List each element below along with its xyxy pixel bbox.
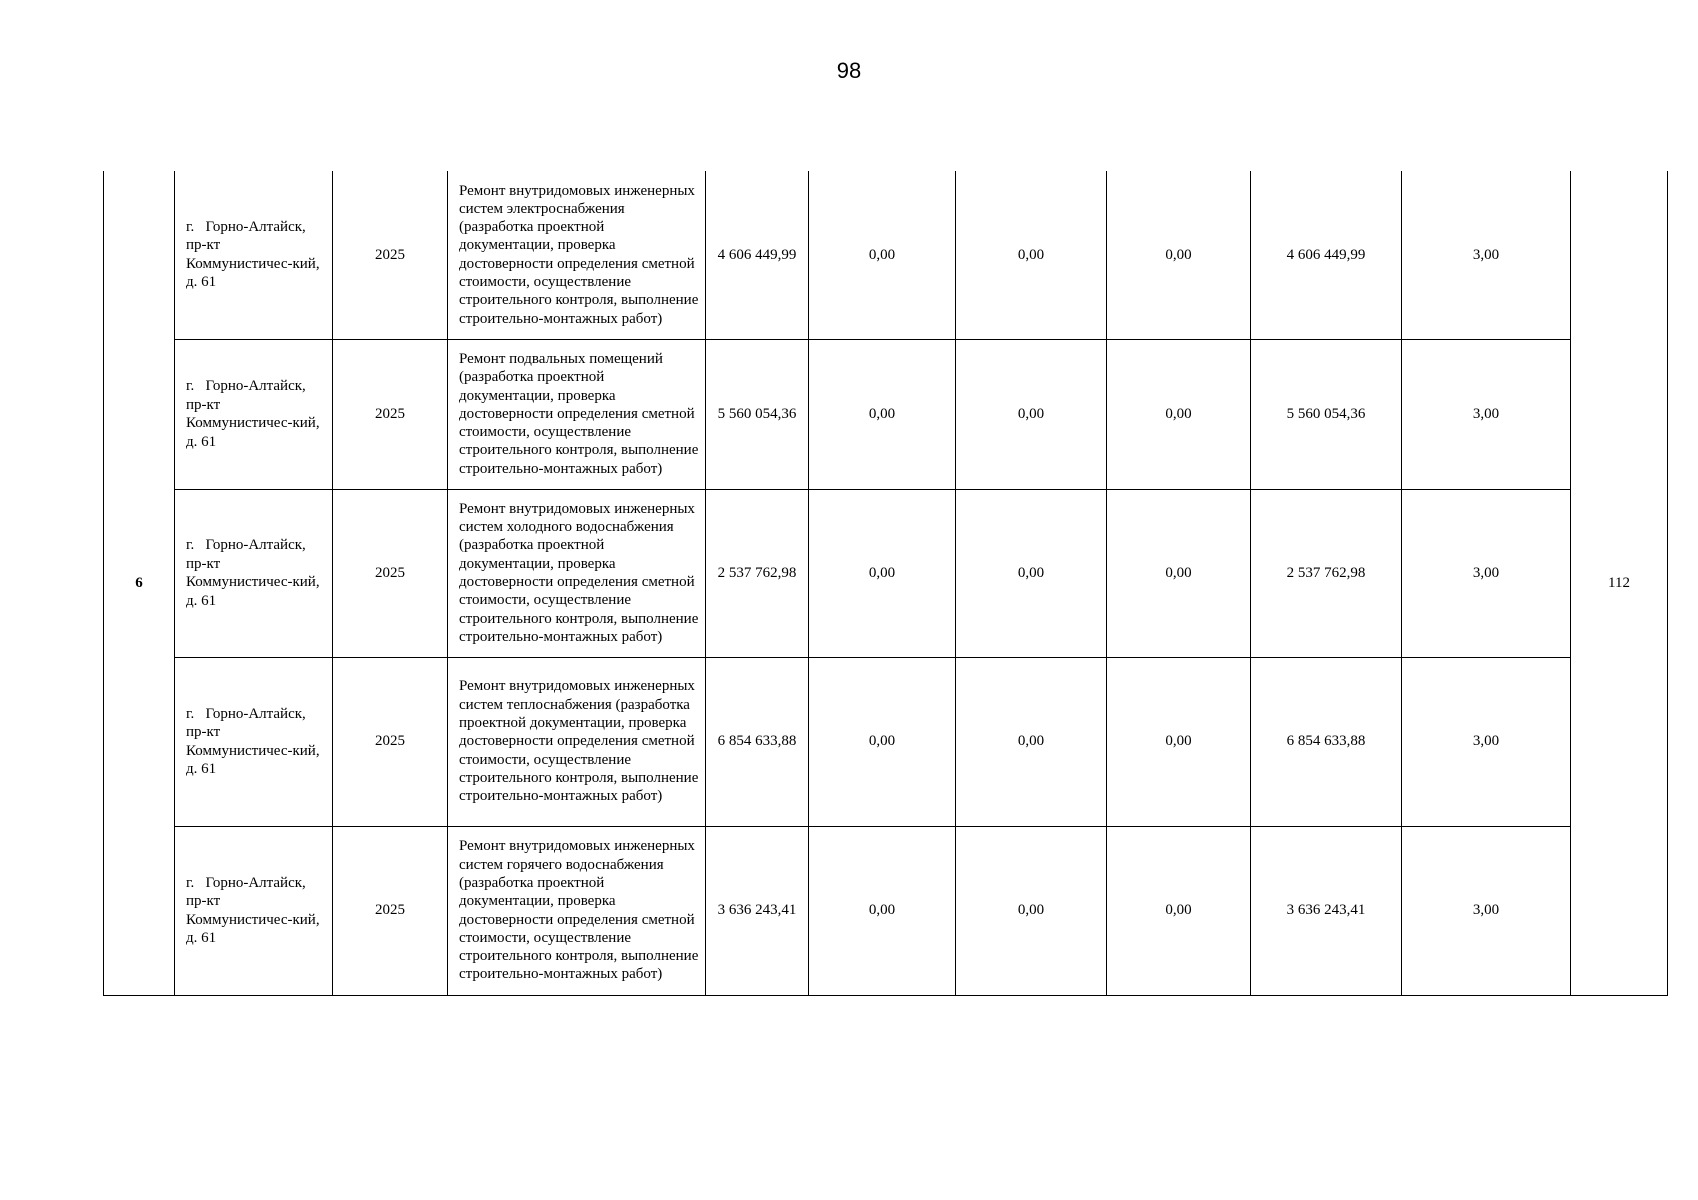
cost-col-b-cell: 0,00	[956, 171, 1107, 339]
year-cell: 2025	[333, 657, 448, 826]
table-row	[104, 171, 1668, 339]
cost-col-d-cell: 4 606 449,99	[1251, 171, 1402, 339]
description-cell: Ремонт внутридомовых инженерных систем холодного водоснабжения (разработка проектной документации, проверка достоверности определения сметной стоимости, осуществление строительного контроля, выполнение строительно-монтажных работ)	[448, 489, 706, 657]
description-cell: Ремонт подвальных помещений (разработка проектной документации, проверка достоверности определения сметной стоимости, осуществление строительного контроля, выполнение строительно-монтажных работ)	[448, 339, 706, 489]
cost-col-b-cell: 0,00	[956, 657, 1107, 826]
cost-col-a-cell: 0,00	[809, 657, 956, 826]
page-number: 98	[836, 58, 862, 83]
cost-col-e-cell: 3,00	[1402, 171, 1571, 339]
cost-col-b-cell: 0,00	[956, 339, 1107, 489]
cost-col-c-cell: 0,00	[1107, 657, 1251, 826]
cost-col-c-cell: 0,00	[1107, 826, 1251, 995]
cost-col-d-cell: 6 854 633,88	[1251, 657, 1402, 826]
total-cost-cell: 2 537 762,98	[706, 489, 809, 657]
cost-col-a-cell: 0,00	[809, 339, 956, 489]
cost-col-a-cell: 0,00	[809, 489, 956, 657]
total-cost-cell: 5 560 054,36	[706, 339, 809, 489]
table-row	[104, 339, 1668, 489]
year-cell: 2025	[333, 489, 448, 657]
total-cost-cell: 6 854 633,88	[706, 657, 809, 826]
description-cell: Ремонт внутридомовых инженерных систем электроснабжения (разработка проектной документации, проверка достоверности определения сметной стоимости, осуществление строительного контроля, выполнение строительно-монтажных работ)	[448, 171, 706, 339]
cost-col-b-cell: 0,00	[956, 826, 1107, 995]
group-number-cell: 6	[104, 171, 175, 995]
cost-col-d-cell: 3 636 243,41	[1251, 826, 1402, 995]
total-cost-cell: 4 606 449,99	[706, 171, 809, 339]
address-cell: г. Горно-Алтайск, пр-кт Коммунистичес-кий, д. 61	[175, 171, 333, 339]
cost-col-e-cell: 3,00	[1402, 826, 1571, 995]
cost-col-d-cell: 2 537 762,98	[1251, 489, 1402, 657]
description-cell: Ремонт внутридомовых инженерных систем горячего водоснабжения (разработка проектной документации, проверка достоверности определения сметной стоимости, осуществление строительного контроля, выполнение строительно-монтажных работ)	[448, 826, 706, 995]
cost-col-e-cell: 3,00	[1402, 339, 1571, 489]
cost-col-c-cell: 0,00	[1107, 171, 1251, 339]
group-total-cell: 112	[1571, 171, 1668, 995]
works-table	[103, 171, 1668, 996]
total-cost-cell: 3 636 243,41	[706, 826, 809, 995]
table-row	[104, 826, 1668, 995]
cost-col-d-cell: 5 560 054,36	[1251, 339, 1402, 489]
year-cell: 2025	[333, 171, 448, 339]
year-cell: 2025	[333, 339, 448, 489]
cost-col-a-cell: 0,00	[809, 171, 956, 339]
description-cell: Ремонт внутридомовых инженерных систем теплоснабжения (разработка проектной документации, проверка достоверности определения сметной стоимости, осуществление строительного контроля, выполнение строительно-монтажных работ)	[448, 657, 706, 826]
address-cell: г. Горно-Алтайск, пр-кт Коммунистичес-кий, д. 61	[175, 339, 333, 489]
cost-col-b-cell: 0,00	[956, 489, 1107, 657]
cost-col-c-cell: 0,00	[1107, 339, 1251, 489]
address-cell: г. Горно-Алтайск, пр-кт Коммунистичес-кий, д. 61	[175, 489, 333, 657]
cost-col-a-cell: 0,00	[809, 826, 956, 995]
cost-col-e-cell: 3,00	[1402, 489, 1571, 657]
address-cell: г. Горно-Алтайск, пр-кт Коммунистичес-кий, д. 61	[175, 657, 333, 826]
table-row	[104, 657, 1668, 826]
cost-col-e-cell: 3,00	[1402, 657, 1571, 826]
year-cell: 2025	[333, 826, 448, 995]
table-row	[104, 489, 1668, 657]
cost-col-c-cell: 0,00	[1107, 489, 1251, 657]
address-cell: г. Горно-Алтайск, пр-кт Коммунистичес-кий, д. 61	[175, 826, 333, 995]
